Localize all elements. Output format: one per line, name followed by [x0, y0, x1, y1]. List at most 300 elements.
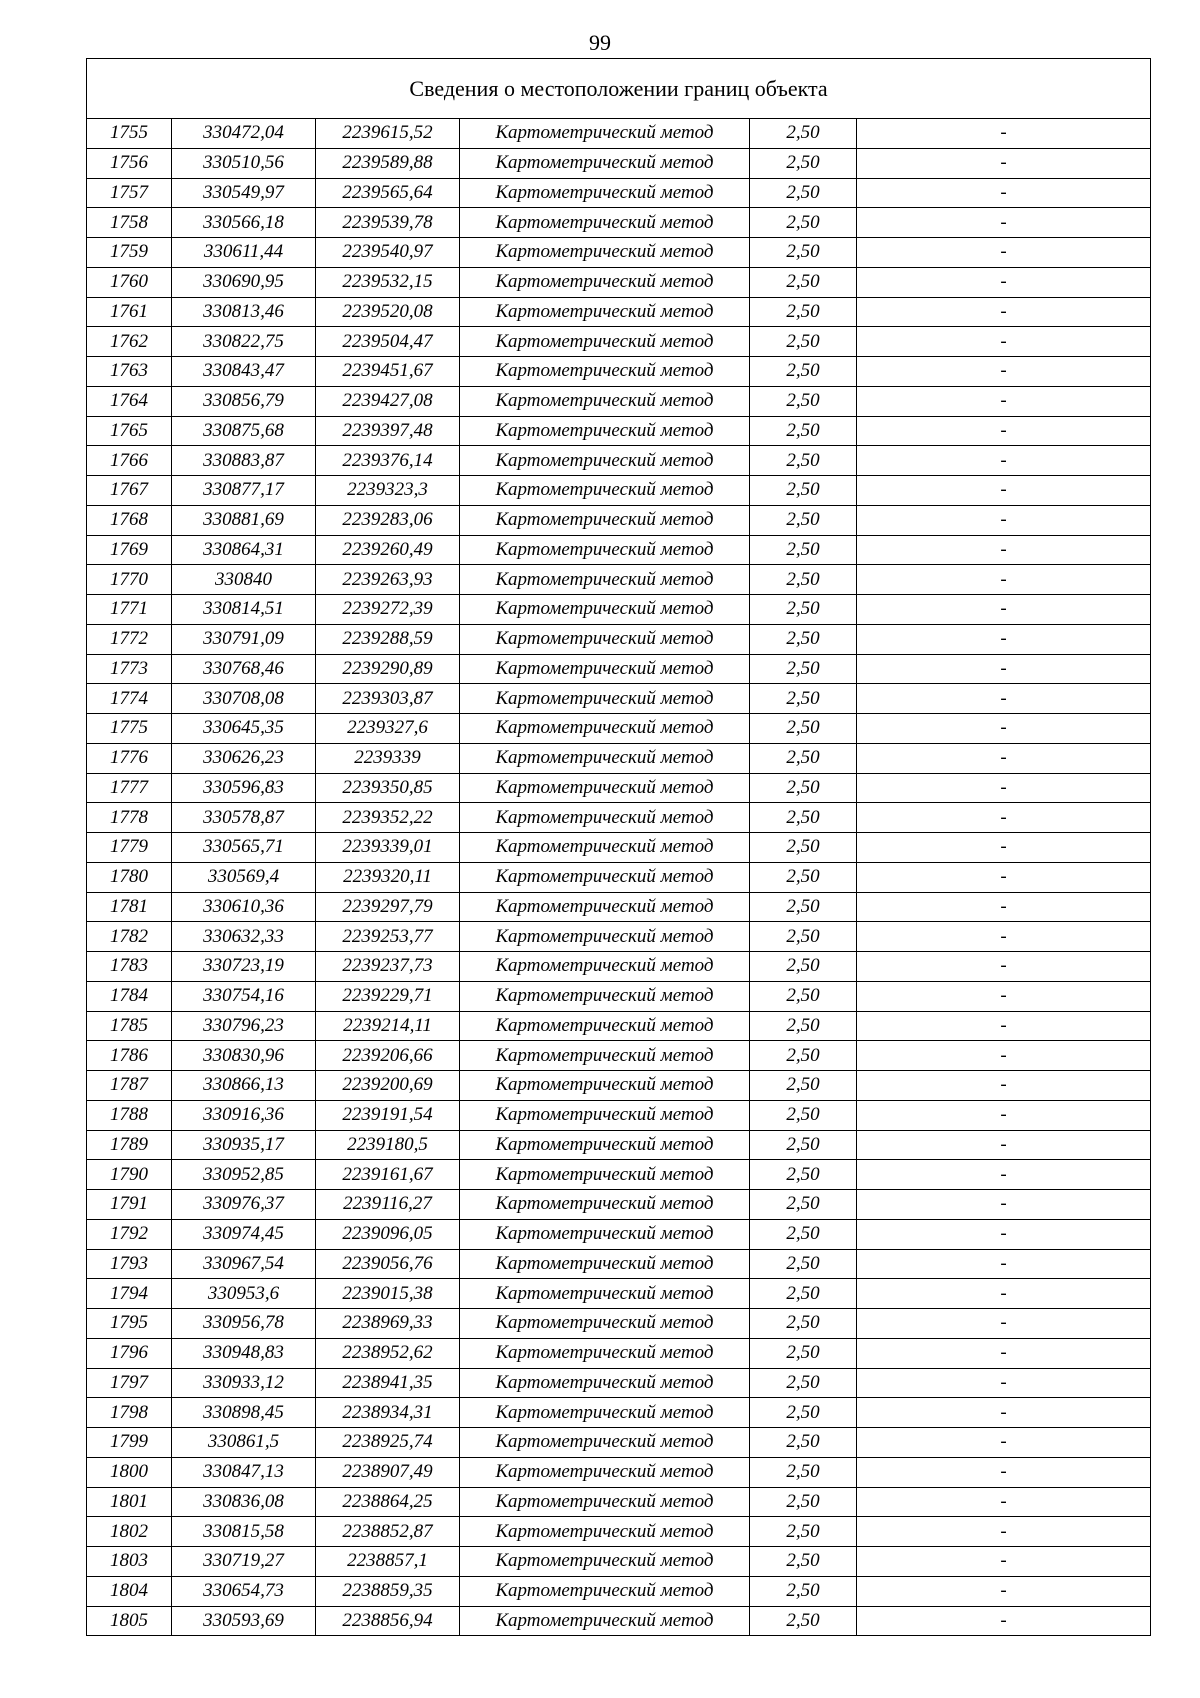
y-coordinate-cell: 2239263,93: [316, 565, 460, 595]
point-number-cell: 1764: [87, 386, 172, 416]
boundary-coordinates-table: [86, 58, 1151, 1636]
table-row: [87, 1160, 1151, 1190]
y-coordinate-cell: 2239161,67: [316, 1160, 460, 1190]
method-cell: Картометрический метод: [460, 1130, 750, 1160]
description-cell: -: [857, 535, 1151, 565]
x-coordinate-cell: 330933,12: [172, 1368, 316, 1398]
y-coordinate-cell: 2239339,01: [316, 833, 460, 863]
method-cell: Картометрический метод: [460, 1576, 750, 1606]
x-coordinate-cell: 330791,09: [172, 624, 316, 654]
point-number-cell: 1771: [87, 595, 172, 625]
point-number-cell: 1799: [87, 1428, 172, 1458]
y-coordinate-cell: 2239303,87: [316, 684, 460, 714]
accuracy-cell: 2,50: [750, 1130, 857, 1160]
x-coordinate-cell: 330578,87: [172, 803, 316, 833]
table-row: [87, 1100, 1151, 1130]
description-cell: -: [857, 1338, 1151, 1368]
accuracy-cell: 2,50: [750, 238, 857, 268]
x-coordinate-cell: 330866,13: [172, 1071, 316, 1101]
description-cell: -: [857, 416, 1151, 446]
y-coordinate-cell: 2239397,48: [316, 416, 460, 446]
table-row: [87, 297, 1151, 327]
point-number-cell: 1775: [87, 714, 172, 744]
table-row: [87, 1249, 1151, 1279]
y-coordinate-cell: 2239116,27: [316, 1190, 460, 1220]
x-coordinate-cell: 330976,37: [172, 1190, 316, 1220]
description-cell: -: [857, 773, 1151, 803]
method-cell: Картометрический метод: [460, 1309, 750, 1339]
description-cell: -: [857, 624, 1151, 654]
description-cell: -: [857, 892, 1151, 922]
point-number-cell: 1801: [87, 1487, 172, 1517]
x-coordinate-cell: 330472,04: [172, 119, 316, 149]
y-coordinate-cell: 2239056,76: [316, 1249, 460, 1279]
y-coordinate-cell: 2238857,1: [316, 1547, 460, 1577]
description-cell: -: [857, 1219, 1151, 1249]
x-coordinate-cell: 330610,36: [172, 892, 316, 922]
y-coordinate-cell: 2239288,59: [316, 624, 460, 654]
point-number-cell: 1790: [87, 1160, 172, 1190]
x-coordinate-cell: 330549,97: [172, 178, 316, 208]
x-coordinate-cell: 330632,33: [172, 922, 316, 952]
accuracy-cell: 2,50: [750, 1279, 857, 1309]
x-coordinate-cell: 330708,08: [172, 684, 316, 714]
description-cell: -: [857, 446, 1151, 476]
description-cell: -: [857, 178, 1151, 208]
point-number-cell: 1803: [87, 1547, 172, 1577]
y-coordinate-cell: 2239427,08: [316, 386, 460, 416]
point-number-cell: 1804: [87, 1576, 172, 1606]
method-cell: Картометрический метод: [460, 922, 750, 952]
description-cell: -: [857, 1279, 1151, 1309]
table-row: [87, 1130, 1151, 1160]
point-number-cell: 1780: [87, 862, 172, 892]
method-cell: Картометрический метод: [460, 1606, 750, 1636]
y-coordinate-cell: 2239229,71: [316, 981, 460, 1011]
x-coordinate-cell: 330645,35: [172, 714, 316, 744]
point-number-cell: 1798: [87, 1398, 172, 1428]
method-cell: Картометрический метод: [460, 803, 750, 833]
table-row: [87, 1547, 1151, 1577]
table-row: [87, 178, 1151, 208]
point-number-cell: 1776: [87, 743, 172, 773]
method-cell: Картометрический метод: [460, 833, 750, 863]
point-number-cell: 1772: [87, 624, 172, 654]
point-number-cell: 1757: [87, 178, 172, 208]
method-cell: Картометрический метод: [460, 238, 750, 268]
description-cell: -: [857, 1309, 1151, 1339]
description-cell: -: [857, 1160, 1151, 1190]
accuracy-cell: 2,50: [750, 119, 857, 149]
y-coordinate-cell: 2239532,15: [316, 267, 460, 297]
x-coordinate-cell: 330822,75: [172, 327, 316, 357]
table-row: [87, 327, 1151, 357]
method-cell: Картометрический метод: [460, 595, 750, 625]
accuracy-cell: 2,50: [750, 803, 857, 833]
y-coordinate-cell: 2238925,74: [316, 1428, 460, 1458]
description-cell: -: [857, 1487, 1151, 1517]
point-number-cell: 1778: [87, 803, 172, 833]
method-cell: Картометрический метод: [460, 952, 750, 982]
description-cell: -: [857, 1071, 1151, 1101]
y-coordinate-cell: 2239539,78: [316, 208, 460, 238]
table-row: [87, 446, 1151, 476]
y-coordinate-cell: 2239565,64: [316, 178, 460, 208]
accuracy-cell: 2,50: [750, 208, 857, 238]
accuracy-cell: 2,50: [750, 833, 857, 863]
y-coordinate-cell: 2239376,14: [316, 446, 460, 476]
accuracy-cell: 2,50: [750, 476, 857, 506]
method-cell: Картометрический метод: [460, 416, 750, 446]
accuracy-cell: 2,50: [750, 773, 857, 803]
description-cell: -: [857, 1041, 1151, 1071]
x-coordinate-cell: 330898,45: [172, 1398, 316, 1428]
table-row: [87, 952, 1151, 982]
point-number-cell: 1800: [87, 1457, 172, 1487]
method-cell: Картометрический метод: [460, 119, 750, 149]
accuracy-cell: 2,50: [750, 1190, 857, 1220]
method-cell: Картометрический метод: [460, 1338, 750, 1368]
point-number-cell: 1791: [87, 1190, 172, 1220]
description-cell: -: [857, 148, 1151, 178]
x-coordinate-cell: 330847,13: [172, 1457, 316, 1487]
table-row: [87, 714, 1151, 744]
accuracy-cell: 2,50: [750, 654, 857, 684]
x-coordinate-cell: 330719,27: [172, 1547, 316, 1577]
table-row: [87, 1428, 1151, 1458]
point-number-cell: 1774: [87, 684, 172, 714]
x-coordinate-cell: 330861,5: [172, 1428, 316, 1458]
point-number-cell: 1762: [87, 327, 172, 357]
method-cell: Картометрический метод: [460, 1368, 750, 1398]
description-cell: -: [857, 1398, 1151, 1428]
method-cell: Картометрический метод: [460, 505, 750, 535]
y-coordinate-cell: 2239504,47: [316, 327, 460, 357]
x-coordinate-cell: 330881,69: [172, 505, 316, 535]
description-cell: -: [857, 327, 1151, 357]
y-coordinate-cell: 2239297,79: [316, 892, 460, 922]
description-cell: -: [857, 297, 1151, 327]
table-row: [87, 1309, 1151, 1339]
point-number-cell: 1802: [87, 1517, 172, 1547]
y-coordinate-cell: 2238852,87: [316, 1517, 460, 1547]
accuracy-cell: 2,50: [750, 892, 857, 922]
method-cell: Картометрический метод: [460, 1517, 750, 1547]
accuracy-cell: 2,50: [750, 267, 857, 297]
point-number-cell: 1789: [87, 1130, 172, 1160]
table-title: Сведения о местоположении границ объекта: [87, 59, 1151, 119]
method-cell: Картометрический метод: [460, 981, 750, 1011]
point-number-cell: 1784: [87, 981, 172, 1011]
y-coordinate-cell: 2239327,6: [316, 714, 460, 744]
accuracy-cell: 2,50: [750, 505, 857, 535]
accuracy-cell: 2,50: [750, 922, 857, 952]
table-row: [87, 1338, 1151, 1368]
accuracy-cell: 2,50: [750, 565, 857, 595]
y-coordinate-cell: 2239615,52: [316, 119, 460, 149]
accuracy-cell: 2,50: [750, 1100, 857, 1130]
point-number-cell: 1769: [87, 535, 172, 565]
accuracy-cell: 2,50: [750, 714, 857, 744]
x-coordinate-cell: 330510,56: [172, 148, 316, 178]
description-cell: -: [857, 714, 1151, 744]
point-number-cell: 1783: [87, 952, 172, 982]
y-coordinate-cell: 2239540,97: [316, 238, 460, 268]
point-number-cell: 1755: [87, 119, 172, 149]
method-cell: Картометрический метод: [460, 1279, 750, 1309]
description-cell: -: [857, 654, 1151, 684]
description-cell: -: [857, 1011, 1151, 1041]
table-row: [87, 1190, 1151, 1220]
description-cell: -: [857, 862, 1151, 892]
x-coordinate-cell: 330877,17: [172, 476, 316, 506]
x-coordinate-cell: 330690,95: [172, 267, 316, 297]
table-row: [87, 624, 1151, 654]
x-coordinate-cell: 330815,58: [172, 1517, 316, 1547]
accuracy-cell: 2,50: [750, 1398, 857, 1428]
y-coordinate-cell: 2238952,62: [316, 1338, 460, 1368]
x-coordinate-cell: 330935,17: [172, 1130, 316, 1160]
y-coordinate-cell: 2239451,67: [316, 357, 460, 387]
description-cell: -: [857, 595, 1151, 625]
point-number-cell: 1793: [87, 1249, 172, 1279]
method-cell: Картометрический метод: [460, 446, 750, 476]
point-number-cell: 1760: [87, 267, 172, 297]
y-coordinate-cell: 2239191,54: [316, 1100, 460, 1130]
method-cell: Картометрический метод: [460, 357, 750, 387]
table-row: [87, 773, 1151, 803]
y-coordinate-cell: 2239339: [316, 743, 460, 773]
table-row: [87, 1398, 1151, 1428]
x-coordinate-cell: 330754,16: [172, 981, 316, 1011]
x-coordinate-cell: 330952,85: [172, 1160, 316, 1190]
method-cell: Картометрический метод: [460, 1457, 750, 1487]
table-row: [87, 1576, 1151, 1606]
accuracy-cell: 2,50: [750, 178, 857, 208]
x-coordinate-cell: 330626,23: [172, 743, 316, 773]
accuracy-cell: 2,50: [750, 1457, 857, 1487]
y-coordinate-cell: 2239096,05: [316, 1219, 460, 1249]
description-cell: -: [857, 386, 1151, 416]
accuracy-cell: 2,50: [750, 952, 857, 982]
description-cell: -: [857, 1457, 1151, 1487]
table-row: [87, 981, 1151, 1011]
description-cell: -: [857, 743, 1151, 773]
point-number-cell: 1763: [87, 357, 172, 387]
table-row: [87, 892, 1151, 922]
point-number-cell: 1766: [87, 446, 172, 476]
accuracy-cell: 2,50: [750, 1309, 857, 1339]
point-number-cell: 1756: [87, 148, 172, 178]
y-coordinate-cell: 2239589,88: [316, 148, 460, 178]
point-number-cell: 1777: [87, 773, 172, 803]
accuracy-cell: 2,50: [750, 1011, 857, 1041]
point-number-cell: 1785: [87, 1011, 172, 1041]
accuracy-cell: 2,50: [750, 1249, 857, 1279]
point-number-cell: 1781: [87, 892, 172, 922]
y-coordinate-cell: 2239323,3: [316, 476, 460, 506]
accuracy-cell: 2,50: [750, 357, 857, 387]
table-row: [87, 1517, 1151, 1547]
method-cell: Картометрический метод: [460, 1547, 750, 1577]
x-coordinate-cell: 330814,51: [172, 595, 316, 625]
method-cell: Картометрический метод: [460, 624, 750, 654]
point-number-cell: 1759: [87, 238, 172, 268]
accuracy-cell: 2,50: [750, 416, 857, 446]
method-cell: Картометрический метод: [460, 1071, 750, 1101]
x-coordinate-cell: 330974,45: [172, 1219, 316, 1249]
x-coordinate-cell: 330830,96: [172, 1041, 316, 1071]
method-cell: Картометрический метод: [460, 1428, 750, 1458]
method-cell: Картометрический метод: [460, 148, 750, 178]
description-cell: -: [857, 833, 1151, 863]
table-row: [87, 208, 1151, 238]
point-number-cell: 1796: [87, 1338, 172, 1368]
method-cell: Картометрический метод: [460, 267, 750, 297]
accuracy-cell: 2,50: [750, 684, 857, 714]
description-cell: -: [857, 476, 1151, 506]
table-row: [87, 684, 1151, 714]
method-cell: Картометрический метод: [460, 684, 750, 714]
table-row: [87, 1041, 1151, 1071]
table-row: [87, 1279, 1151, 1309]
point-number-cell: 1794: [87, 1279, 172, 1309]
point-number-cell: 1779: [87, 833, 172, 863]
point-number-cell: 1758: [87, 208, 172, 238]
x-coordinate-cell: 330768,46: [172, 654, 316, 684]
y-coordinate-cell: 2239283,06: [316, 505, 460, 535]
method-cell: Картометрический метод: [460, 535, 750, 565]
table-row: [87, 833, 1151, 863]
description-cell: -: [857, 119, 1151, 149]
accuracy-cell: 2,50: [750, 535, 857, 565]
table-row: [87, 238, 1151, 268]
description-cell: -: [857, 238, 1151, 268]
description-cell: -: [857, 1190, 1151, 1220]
point-number-cell: 1770: [87, 565, 172, 595]
method-cell: Картометрический метод: [460, 386, 750, 416]
accuracy-cell: 2,50: [750, 624, 857, 654]
point-number-cell: 1768: [87, 505, 172, 535]
accuracy-cell: 2,50: [750, 1041, 857, 1071]
description-cell: -: [857, 1517, 1151, 1547]
description-cell: -: [857, 1368, 1151, 1398]
method-cell: Картометрический метод: [460, 1398, 750, 1428]
method-cell: Картометрический метод: [460, 1219, 750, 1249]
accuracy-cell: 2,50: [750, 1428, 857, 1458]
accuracy-cell: 2,50: [750, 1338, 857, 1368]
accuracy-cell: 2,50: [750, 386, 857, 416]
y-coordinate-cell: 2239237,73: [316, 952, 460, 982]
method-cell: Картометрический метод: [460, 565, 750, 595]
accuracy-cell: 2,50: [750, 1368, 857, 1398]
x-coordinate-cell: 330566,18: [172, 208, 316, 238]
y-coordinate-cell: 2239200,69: [316, 1071, 460, 1101]
table-row: [87, 595, 1151, 625]
point-number-cell: 1792: [87, 1219, 172, 1249]
point-number-cell: 1765: [87, 416, 172, 446]
description-cell: -: [857, 803, 1151, 833]
x-coordinate-cell: 330654,73: [172, 1576, 316, 1606]
accuracy-cell: 2,50: [750, 297, 857, 327]
table-row: [87, 803, 1151, 833]
x-coordinate-cell: 330948,83: [172, 1338, 316, 1368]
y-coordinate-cell: 2239260,49: [316, 535, 460, 565]
description-cell: -: [857, 1100, 1151, 1130]
method-cell: Картометрический метод: [460, 1100, 750, 1130]
x-coordinate-cell: 330611,44: [172, 238, 316, 268]
table-row: [87, 535, 1151, 565]
y-coordinate-cell: 2239180,5: [316, 1130, 460, 1160]
point-number-cell: 1782: [87, 922, 172, 952]
method-cell: Картометрический метод: [460, 1041, 750, 1071]
method-cell: Картометрический метод: [460, 327, 750, 357]
table-row: [87, 1071, 1151, 1101]
table-row: [87, 654, 1151, 684]
description-cell: -: [857, 208, 1151, 238]
method-cell: Картометрический метод: [460, 743, 750, 773]
table-row: [87, 1606, 1151, 1636]
method-cell: Картометрический метод: [460, 1487, 750, 1517]
description-cell: -: [857, 922, 1151, 952]
table-row: [87, 1457, 1151, 1487]
x-coordinate-cell: 330916,36: [172, 1100, 316, 1130]
method-cell: Картометрический метод: [460, 1011, 750, 1041]
table-row: [87, 743, 1151, 773]
accuracy-cell: 2,50: [750, 595, 857, 625]
table-row: [87, 1219, 1151, 1249]
point-number-cell: 1795: [87, 1309, 172, 1339]
description-cell: -: [857, 981, 1151, 1011]
accuracy-cell: 2,50: [750, 981, 857, 1011]
point-number-cell: 1773: [87, 654, 172, 684]
y-coordinate-cell: 2238856,94: [316, 1606, 460, 1636]
description-cell: -: [857, 505, 1151, 535]
description-cell: -: [857, 684, 1151, 714]
y-coordinate-cell: 2238969,33: [316, 1309, 460, 1339]
x-coordinate-cell: 330565,71: [172, 833, 316, 863]
accuracy-cell: 2,50: [750, 1071, 857, 1101]
description-cell: -: [857, 1428, 1151, 1458]
x-coordinate-cell: 330967,54: [172, 1249, 316, 1279]
x-coordinate-cell: 330596,83: [172, 773, 316, 803]
table-row: [87, 1487, 1151, 1517]
accuracy-cell: 2,50: [750, 1487, 857, 1517]
table-row: [87, 476, 1151, 506]
y-coordinate-cell: 2239352,22: [316, 803, 460, 833]
y-coordinate-cell: 2238859,35: [316, 1576, 460, 1606]
point-number-cell: 1761: [87, 297, 172, 327]
y-coordinate-cell: 2239272,39: [316, 595, 460, 625]
description-cell: -: [857, 1130, 1151, 1160]
x-coordinate-cell: 330840: [172, 565, 316, 595]
y-coordinate-cell: 2238864,25: [316, 1487, 460, 1517]
y-coordinate-cell: 2239290,89: [316, 654, 460, 684]
table-row: [87, 505, 1151, 535]
y-coordinate-cell: 2239015,38: [316, 1279, 460, 1309]
table-row: [87, 416, 1151, 446]
accuracy-cell: 2,50: [750, 743, 857, 773]
point-number-cell: 1805: [87, 1606, 172, 1636]
y-coordinate-cell: 2239253,77: [316, 922, 460, 952]
method-cell: Картометрический метод: [460, 1190, 750, 1220]
table-row: [87, 119, 1151, 149]
x-coordinate-cell: 330723,19: [172, 952, 316, 982]
x-coordinate-cell: 330875,68: [172, 416, 316, 446]
point-number-cell: 1786: [87, 1041, 172, 1071]
accuracy-cell: 2,50: [750, 327, 857, 357]
table-row: [87, 922, 1151, 952]
